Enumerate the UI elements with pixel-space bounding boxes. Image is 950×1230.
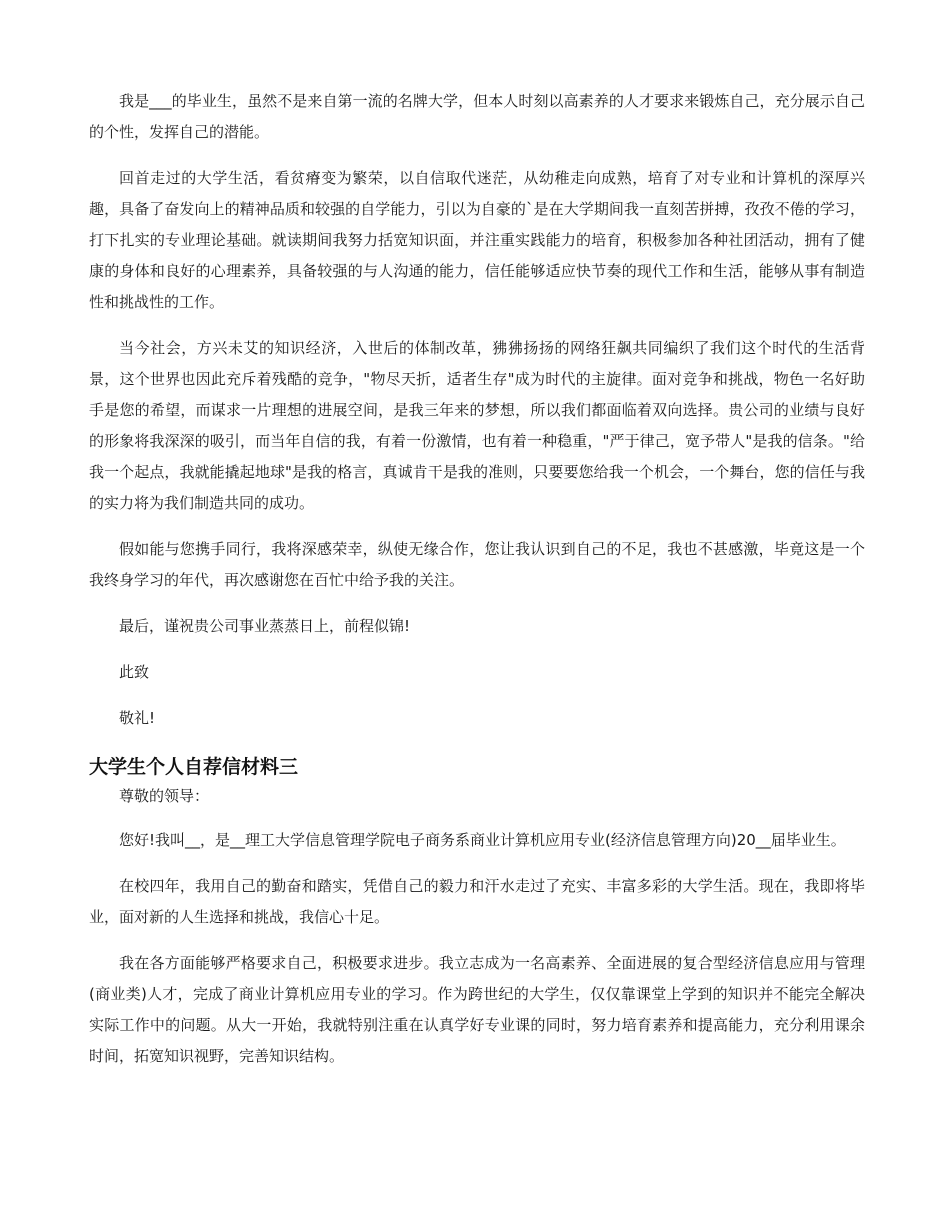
- closing-line-1: 此致: [119, 663, 150, 681]
- document-body: [89, 86, 865, 1087]
- paragraph-society: 当今社会，方兴未艾的知识经济，入世后的体制改革，狒狒扬扬的网络狂飙共同编织了我们这个时代的生活背景，这个世界也因此充斥着残酷的竞争，"物尽天折，适者生存"成为时代的主旋律。面对竞争和挑战，物色一名好助手是您的希望，而谋求一片理想的进展空间，是我三年来的梦想，所以我们都面临着双向选择。贵公司的业绩与良好的形象将我深深的吸引，而当年自信的我，有着一份激情，也有着一种稳重，"严于律己，宽予带人"是我的信条。"给我一个起点，我就能撬起地球"是我的格言，真诚肯干是我的准则，只要要您给我一个机会，一个舞台，您的信任与我的实力将为我们制造共同的成功。: [89, 339, 865, 512]
- paragraph-intro: 我是___的毕业生，虽然不是来自第一流的名牌大学，但本人时刻以高素养的人才要求来锻炼自己，充分展示自己的个性，发挥自己的潜能。: [89, 92, 865, 141]
- section-heading: 大学生个人自荐信材料三: [89, 756, 299, 778]
- paragraph-requirements: 我在各方面能够严格要求自己，积极要求进步。我立志成为一名高素养、全面进展的复合型经济信息应用与管理(商业类)人才，完成了商业计算机应用专业的学习。作为跨世纪的大学生，仅仅靠课堂上学到的知识并不能完全解决实际工作中的问题。从大一开始，我就特别注重在认真学好专业课的同时，努力培育素养和提高能力，充分利用课余时间，拓宽知识视野，完善知识结构。: [89, 954, 865, 1065]
- paragraph-self-intro: 您好!我叫__，是__理工大学信息管理学院电子商务系商业计算机应用专业(经济信息管理方向)20__届毕业生。: [119, 831, 846, 849]
- paragraph-thanks: 假如能与您携手同行，我将深感荣幸，纵使无缘合作，您让我认识到自己的不足，我也不甚感激，毕竟这是一个我终身学习的年代，再次感谢您在百忙中给予我的关注。: [89, 540, 865, 589]
- closing-line-2: 敬礼!: [119, 709, 156, 727]
- paragraph-college-life: 回首走过的大学生活，看贫瘠变为繁荣，以自信取代迷茫，从幼稚走向成熟，培育了对专业和计算机的深厚兴趣，具备了奋发向上的精神品质和较强的自学能力，引以为自豪的`是在大学期间我一直刻苦拼搏，孜孜不倦的学习，打下扎实的专业理论基础。就读期间我努力括宽知识面，并注重实践能力的培育，积极参加各种社团活动，拥有了健康的身体和良好的心理素养，具备较强的与人沟通的能力，信任能够适应快节奏的现代工作和生活，能够从事有制造性和挑战性的工作。: [89, 169, 865, 311]
- paragraph-four-years: 在校四年，我用自己的勤奋和踏实，凭借自己的毅力和汗水走过了充实、丰富多彩的大学生活。现在，我即将毕业，面对新的人生选择和挑战，我信心十足。: [89, 877, 865, 926]
- salutation: 尊敬的领导：: [119, 787, 210, 805]
- paragraph-wishes: 最后，谨祝贵公司事业蒸蒸日上，前程似锦!: [119, 617, 411, 635]
